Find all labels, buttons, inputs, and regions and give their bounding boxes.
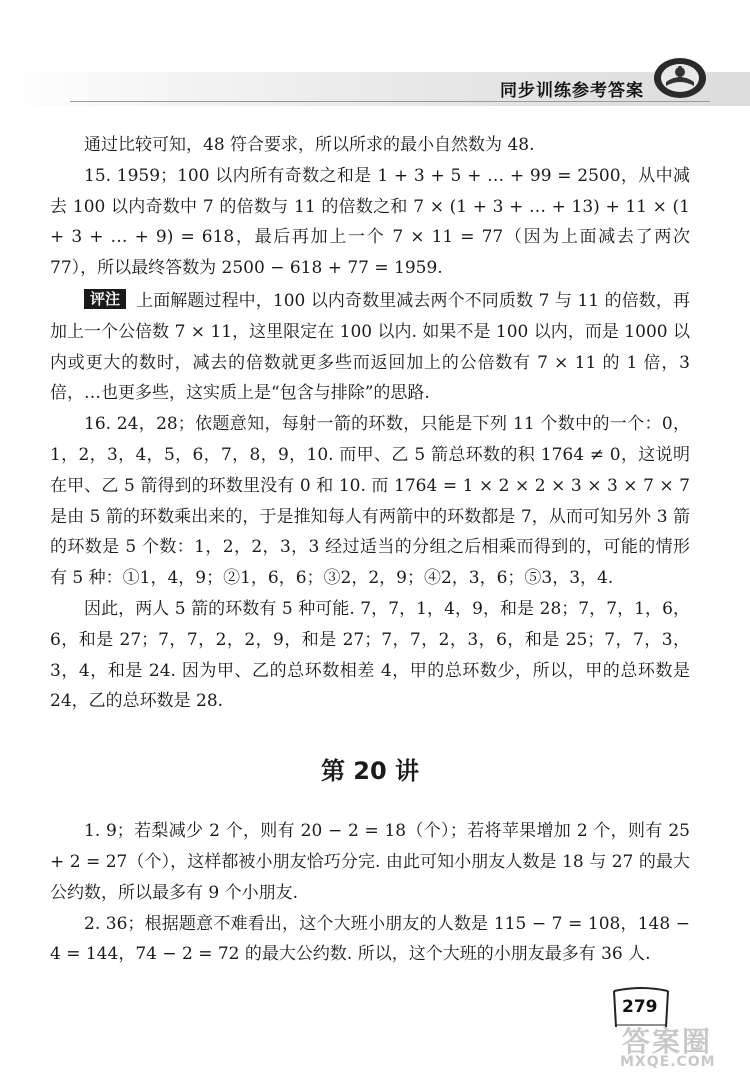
paragraph: 16. 24，28；依题意知，每射一箭的环数，只能是下列 11 个数中的一个：0，1，2，3，4，5，6，7，8，9，10. 而甲、乙 5 箭总环数的积 1764 ≠ 0，这说明在甲、乙 5 箭得到的环数里没有 0 和 10. 而 1764 = 1 × 2 × 2 × 3 × 3 × 7 × 7 是由 5 箭的环数乘出来的，于是推知每人有两箭中的环数都是 7，从而可知另外 3 箭的环数是 5 个数：1，2，2，3，3 经过适当的分组之后相乘而得到的，可能的情形有 5 种：①1，4，9；②1，6，6；③2，2，9；④2，3，6；⑤3，3，4. [50,414,690,589]
header-rule [70,101,710,102]
watermark-url: MXQE.COM [620,1054,716,1070]
comment-block [50,286,690,409]
comment-text: 上面解题过程中，100 以内奇数里减去两个不同质数 7 与 11 的倍数，再加上一个公倍数 7 × 11，这里限定在 100 以内. 如果不是 100 以内，而是 1000 以内或更大的数时，减去的倍数就更多些而返回加上的公倍数有 7 × 11 的 1 倍，3 倍，…也更多些，这实质上是“包含与排除”的思路. [50,290,690,404]
watermark-title: 答案圈 [622,1025,713,1058]
paragraph: 15. 1959；100 以内所有奇数之和是 1 + 3 + 5 + … + 99 = 2500，从中减去 100 以内奇数中 7 的倍数与 11 的倍数之和 7 × (1 + 3 + … + 13) + 11 × (1 + 3 + … + 9) = 618，最后再加上一个 7 × 11 = 77（因为上面减去了两次 77），所以最终答数为 2500 − 618 + 77 = 1959. [50,165,690,279]
comment-tag: 评注 [84,289,126,309]
paragraph: 2. 36；根据题意不难看出，这个大班小朋友的人数是 115 − 7 = 108，148 − 4 = 144，74 − 2 = 72 的最大公约数. 所以，这个大班的小朋友最多有 36 人. [50,913,690,965]
page-body [50,130,690,970]
watermark [612,1020,742,1070]
book-emblem-icon [652,52,708,100]
paragraph: 因此，两人 5 箭的环数有 5 种可能. 7，7，1，4，9，和是 28；7，7，1，6，6，和是 27；7，7，2，2，9，和是 27；7，7，2，3，6，和是 25；7，7，3，3，4，和是 24. 因为甲、乙的总环数相差 4，甲的总环数少，所以，甲的总环数是 24，乙的总环数是 28. [50,598,690,712]
page-number: 279 [622,997,658,1017]
running-header-title: 同步训练参考答案 [500,81,644,101]
paragraph: 通过比较可知，48 符合要求，所以所求的最小自然数为 48. [84,135,535,155]
section-title: 第 20 讲 [320,757,420,786]
paragraph: 1. 9；若梨减少 2 个，则有 20 − 2 = 18（个）；若将苹果增加 2 个，则有 25 + 2 = 27（个），这样都被小朋友恰巧分完. 由此可知小朋友人数是 18 与 27 的最大公约数，所以最多有 9 个小朋友. [50,821,690,903]
